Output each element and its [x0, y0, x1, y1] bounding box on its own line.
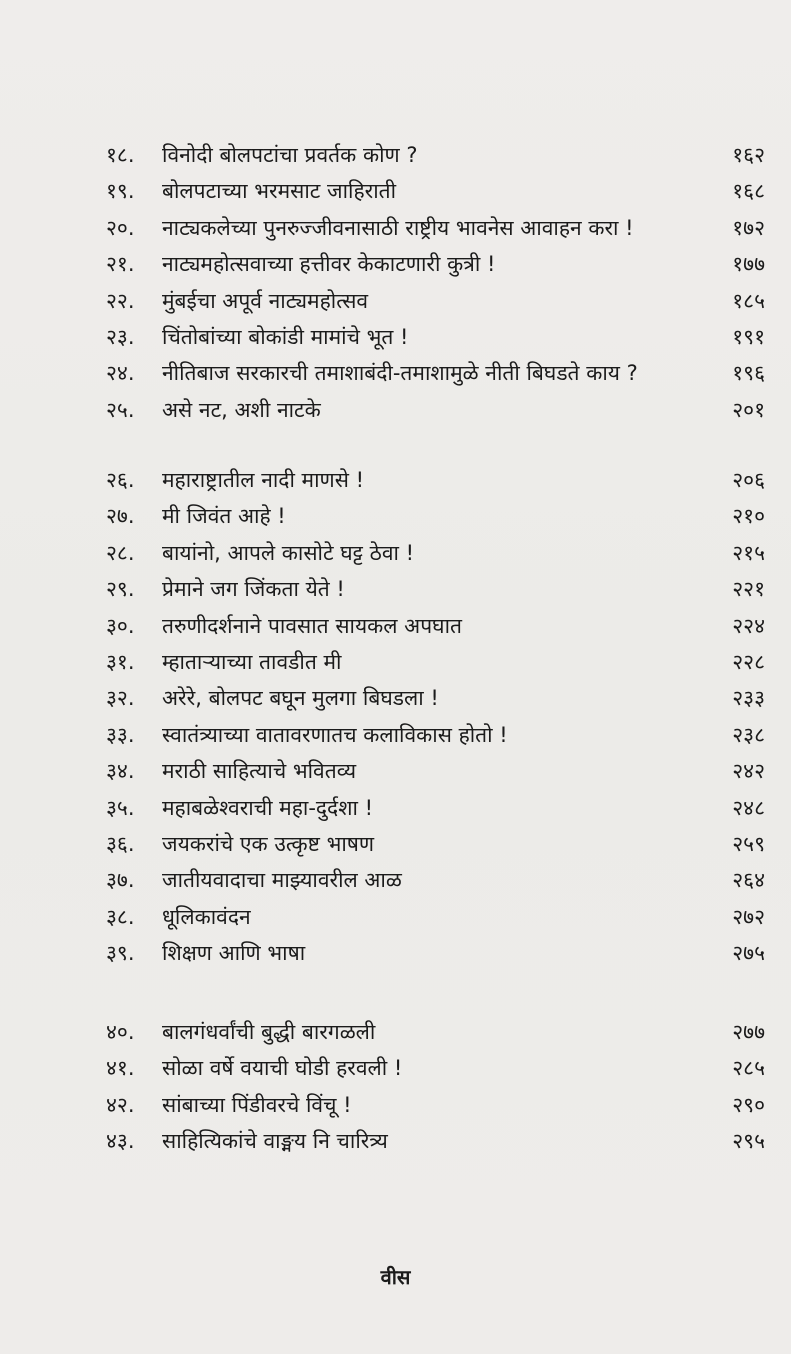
toc-entry-title: तरुणीदर्शनाने पावसात सायकल अपघात: [162, 613, 462, 638]
toc-entry-page: २८५: [732, 1056, 765, 1081]
page-number-footer: वीस: [380, 1265, 411, 1289]
toc-entry-number: ३९.: [106, 941, 135, 966]
toc-entry-number: ३४.: [106, 759, 135, 784]
toc-entry-title: अरेरे, बोलपट बघून मुलगा बिघडला !: [162, 686, 439, 711]
toc-entry-number: २२.: [106, 288, 135, 313]
toc-entry-title: साहित्यिकांचे वाङ्मय नि चारित्र्य: [162, 1129, 388, 1154]
toc-entry-title: मुंबईचा अपूर्व नाट्यमहोत्सव: [162, 288, 369, 313]
toc-entry-number: ३१.: [106, 650, 135, 674]
toc-entry: [0, 246, 791, 282]
toc-entry-number: २८.: [106, 540, 135, 565]
toc-entry-page: १८५: [732, 288, 765, 313]
toc-entry-page: २९०: [732, 1092, 765, 1117]
toc-entry-title: स्वातंत्र्याच्या वातावरणातच कलाविकास होतो !: [162, 722, 508, 747]
toc-entry-number: ३७.: [106, 868, 135, 893]
toc-entry-title: नाट्यकलेच्या पुनरुज्जीवनासाठी राष्ट्रीय भावनेस आवाहन करा !: [162, 215, 634, 240]
toc-entry: [0, 210, 791, 246]
toc-entry-number: २५.: [106, 397, 135, 422]
toc-entry: [0, 1087, 791, 1123]
toc-entry: [0, 535, 791, 571]
toc-entry-number: २०.: [106, 215, 135, 240]
toc-entry: [0, 680, 791, 716]
toc-entry-number: ३२.: [106, 686, 135, 711]
toc-entry-page: २२१: [732, 577, 765, 602]
toc-entry-page: २०६: [732, 468, 765, 492]
toc-entry-title: मी जिवंत आहे !: [162, 504, 286, 529]
toc-entry-page: १६२: [732, 143, 765, 167]
toc-entry-page: १६८: [732, 179, 765, 204]
toc-entry-page: २१५: [732, 540, 765, 565]
toc-entry: [0, 717, 791, 753]
toc-entry: [0, 899, 791, 935]
toc-entry: [0, 862, 791, 898]
toc-entry-title: बोलपटाच्या भरमसाट जाहिराती: [162, 179, 397, 204]
toc-entry-title: नीतिबाज सरकारची तमाशाबंदी-तमाशामुळे नीती बिघडते काय ?: [162, 361, 638, 386]
toc-entry-page: २९५: [732, 1129, 765, 1154]
toc-entry-number: ३५.: [106, 795, 135, 820]
toc-entry-page: २६४: [732, 868, 765, 893]
toc-entry: [0, 1014, 791, 1050]
toc-entry-number: ३६.: [106, 832, 135, 856]
toc-entry-number: २४.: [106, 361, 135, 386]
toc-entry-number: २६.: [106, 468, 135, 492]
toc-entry-number: ४१.: [106, 1056, 135, 1081]
toc-entry: [0, 608, 791, 644]
toc-entry-number: ४०.: [106, 1020, 135, 1044]
toc-entry-title: असे नट, अशी नाटके: [162, 397, 321, 422]
toc-entry-page: २०१: [732, 397, 765, 422]
toc-entry-number: ३०.: [106, 613, 135, 638]
toc-entry-page: २७२: [732, 904, 765, 929]
toc-entry-number: १९.: [106, 179, 135, 204]
toc-entry: [0, 571, 791, 607]
toc-entry-title: चिंतोबांच्या बोकांडी मामांचे भूत !: [162, 325, 409, 349]
toc-entry: [0, 935, 791, 971]
toc-entry-title: नाट्यमहोत्सवाच्या हत्तीवर केकाटणारी कुत्री !: [162, 252, 496, 277]
toc-entry-page: २४२: [732, 759, 765, 784]
toc-entry-title: विनोदी बोलपटांचा प्रवर्तक कोण ?: [162, 143, 418, 167]
toc-entry-title: सांबाच्या पिंडीवरचे विंचू !: [162, 1092, 352, 1117]
toc-entry-title: सोळा वर्षे वयाची घोडी हरवली !: [162, 1056, 403, 1081]
toc-entry-page: १९६: [732, 361, 765, 386]
toc-entry-page: २७५: [732, 941, 765, 966]
toc-entry: [0, 173, 791, 209]
toc-entry-page: २४८: [732, 795, 765, 820]
toc-entry: [0, 392, 791, 428]
toc-entry-number: ४२.: [106, 1092, 135, 1117]
toc-entry-page: १७७: [732, 252, 765, 277]
toc-entry-title: बायांनो, आपले कासोटे घट्ट ठेवा !: [162, 540, 415, 565]
toc-entry-page: २३८: [732, 722, 765, 747]
toc-entry-number: ३३.: [106, 722, 135, 747]
toc-entry: [0, 753, 791, 789]
toc-entry-page: २३३: [732, 686, 765, 711]
toc-entry: [0, 355, 791, 391]
toc-entry-number: २९.: [106, 577, 135, 602]
toc-entry-number: २७.: [106, 504, 135, 529]
toc-entry: [0, 283, 791, 319]
toc-entry-page: २१०: [732, 504, 765, 529]
toc-entry-title: धूलिकावंदन: [162, 904, 251, 929]
toc-entry-title: प्रेमाने जग जिंकता येते !: [162, 577, 345, 602]
toc-entry-number: २१.: [106, 252, 135, 277]
toc-entry: [0, 462, 791, 498]
toc-entry-title: महाराष्ट्रातील नादी माणसे !: [162, 468, 365, 492]
toc-entry-title: जातीयवादाचा माझ्यावरील आळ: [162, 868, 402, 893]
toc-entry: [0, 498, 791, 534]
toc-entry-title: शिक्षण आणि भाषा: [162, 941, 306, 966]
toc-entry: [0, 137, 791, 173]
toc-entry-title: जयकरांचे एक उत्कृष्ट भाषण: [162, 832, 375, 856]
toc-entry: [0, 826, 791, 862]
toc-entry: [0, 790, 791, 826]
toc-entry-number: १८.: [106, 143, 135, 167]
toc-entry-title: बालगंधर्वांची बुद्धी बारगळली: [162, 1020, 376, 1044]
toc-entry: [0, 1050, 791, 1086]
toc-entry: [0, 644, 791, 680]
toc-entry-page: २५९: [732, 832, 765, 856]
toc-entry-number: २३.: [106, 325, 135, 349]
toc-entry-number: ४३.: [106, 1129, 135, 1154]
toc-entry-page: २७७: [732, 1020, 765, 1044]
toc-entry-page: १९१: [732, 325, 765, 349]
toc-entry-page: २२४: [732, 613, 765, 638]
toc-entry-page: २२८: [732, 650, 765, 674]
toc-entry: [0, 1123, 791, 1159]
toc-entry-title: मराठी साहित्याचे भवितव्य: [162, 759, 357, 784]
toc-entry-page: १७२: [732, 215, 765, 240]
toc-entry-number: ३८.: [106, 904, 135, 929]
toc-entry-title: म्हाताऱ्याच्या तावडीत मी: [162, 650, 342, 674]
toc-entry-title: महाबळेश्वराची महा-दुर्दशा !: [162, 795, 374, 820]
toc-entry: [0, 319, 791, 355]
